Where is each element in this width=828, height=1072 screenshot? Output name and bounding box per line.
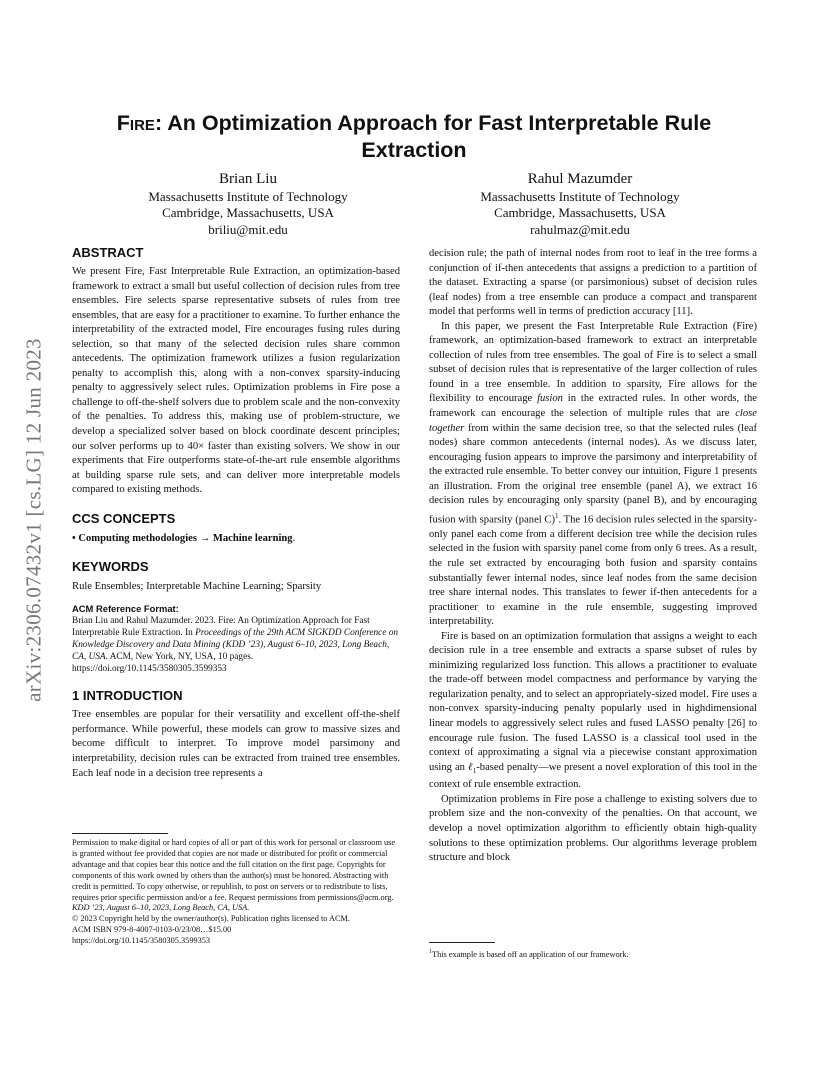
acm-reference-heading: ACM Reference Format: xyxy=(72,602,179,614)
paragraph: Fire is based on an optimization formulation that assigns a weight to each decision rule in a tree ensemble and extracts a sparse subset of rules by minimizing regularized loss function. This allows a practitioner to evaluate the trade-off between model compactness and performance by varying the regularization penalty, and to select an appropriately-sized model. Fire uses a non-convex sparsity-inducing penalty popularly used in highdimensional linear models to aggressively select rules and fused LASSO penalty [26] to encourage rule fusion. The fused LASSO is a classical tool used in the context of approximating a signal via a piecewise constant approximation using an ℓ$_1$-based penalty—we present a novel exploration of this tool in the context of rule ensemble extraction. xyxy=(429,630,757,791)
keywords-text: Rule Ensembles; Interpretable Machine Learning; Sparsity xyxy=(72,581,322,593)
isbn-line: ACM ISBN 979-8-4007-0103-0/23/08…$15.00 xyxy=(72,925,232,935)
author-affiliation: Massachusetts Institute of Technology xyxy=(480,189,680,204)
author-block-2 xyxy=(430,170,730,238)
paragraph: Optimization problems in Fire pose a challenge to existing solvers due to problem size and the non-convexity of the penalties. On that account, we develop a novel optimization algorithm to efficiently obtain high-quality solutions to these optimization problems. Our algorithms leverage problem structure and block xyxy=(429,793,757,864)
copyright-line: © 2023 Copyright held by the owner/author(s). Publication rights licensed to ACM. xyxy=(72,914,350,924)
ccs-heading: CCS CONCEPTS xyxy=(72,510,176,526)
footnote: $^1$This example is based off an application of our framework. xyxy=(429,949,629,959)
author-block-1 xyxy=(98,170,398,238)
ccs-text: • Computing methodologies → Machine learning. xyxy=(72,532,296,544)
doi-line: https://doi.org/10.1145/3580305.3599353 xyxy=(72,936,211,946)
arxiv-identifier: arXiv:2306.07432v1 [cs.LG] 12 Jun 2023 xyxy=(21,338,46,702)
author-email: rahulmaz@mit.edu xyxy=(530,221,630,237)
footnote-divider xyxy=(429,942,495,943)
left-column xyxy=(72,245,400,781)
abstract-heading: ABSTRACT xyxy=(72,245,144,260)
permission-text: Permission to make digital or hard copies of all or part of this work for personal or classroom use is granted without fee provided that copies are not made or distributed for profit or commercial advantage and that copies bear this notice and the full citation on the first page. Copyrights for components of this work owned by others than the author(s) must be honored. Abstracting with credit is permitted. To copy otherwise, or republish, to post on servers or to redistribute to lists, requires prior specific permission and/or a fee. Request permissions from permissions@acm.org. xyxy=(72,838,396,902)
paragraph: decision rule; the path of internal nodes from root to leaf in the tree forms a conjunction of if-then antecedents that assigns a prediction to a partition of the dataset. Extracting a sparse (or parsimonious) subset of decision rules (leaf nodes) from a tree ensemble can produce a compact and transparent model that performs well in terms of prediction accuracy [11]. xyxy=(429,248,757,318)
permission-block xyxy=(72,838,400,947)
author-location: Cambridge, Massachusetts, USA xyxy=(494,205,666,221)
author-name: Brian Liu xyxy=(219,171,277,187)
paper-title: Fire: An Optimization Approach for Fast Interpretable Rule Extraction xyxy=(116,111,712,162)
author-name: Rahul Mazumder xyxy=(527,171,633,187)
author-email: briliu@mit.edu xyxy=(208,221,288,237)
author-affiliation: Massachusetts Institute of Technology xyxy=(148,189,348,204)
abstract-text: We present Fire, Fast Interpretable Rule Extraction, an optimization-based framework to extract a small but useful collection of decision rules from tree ensembles. Fire selects sparse representative subsets of rules from tree ensembles, that are easy for a practitioner to examine. To further enhance the interpretability of the extracted model, Fire encourages fusing rules during selection, so that many of the selected decision rules share common antecedents. The optimization framework utilizes a fusion regularization penalty to accomplish this, along with a non-convex sparsity-inducing penalty to aggressively select rules. Optimization problems in Fire pose a challenge to off-the-shelf solvers due to problem scale and the non-convexity of the penalties. To address this, making use of problem-structure, we develop a specialized solver based on block coordinate descent principles; our solver performs up to 40× faster than existing solvers. We show in our experiments that Fire outperforms state-of-the-art rule ensemble algorithms at building sparse rule sets, and can deliver more interpretable models compared to existing methods. xyxy=(72,266,400,496)
right-column xyxy=(429,247,757,866)
intro-paragraph: Tree ensembles are popular for their versatility and excellent off-the-shelf performance. While powerful, these models can grow to massive sizes and become difficult to interpret. To improve model parsimony and interpretability, decision rules can be extracted from trained tree ensembles. Each leaf node in a decision tree represents a xyxy=(72,709,400,779)
keywords-heading: KEYWORDS xyxy=(72,559,149,575)
footnote-marker: 1 xyxy=(555,511,559,520)
footnote-divider xyxy=(72,833,168,834)
acm-reference-text: Brian Liu and Rahul Mazumder. 2023. Fire: An Optimization Approach for Fast Interpretable Rule Extraction. In Proceedings of the 29th ACM SIGKDD Conference on Knowledge Discovery and Data Mining (KDD ’23), August 6–10, 2023, Long Beach, CA, USA. ACM, New York, NY, USA, 10 pages. https://doi.org/10.1145/3580305.3599353 xyxy=(72,615,399,675)
author-location: Cambridge, Massachusetts, USA xyxy=(162,205,334,221)
introduction-heading: 1 INTRODUCTION xyxy=(72,688,183,704)
paragraph: In this paper, we present the Fast Interpretable Rule Extraction (Fire) framework, an optimization-based framework to extract an interpretable collection of rules from tree ensembles. The goal of Fire is to select a small subset of decision rules that is representative of the larger collection of rules found in a tree ensemble. In addition to sparsity, Fire allows for the flexibility to encourage fusion in the extracted rules. In other words, the framework can encourage the selection of multiple rules that are close together from within the same decision tree, so that the selected rules (leaf nodes) share common antecedents (internal nodes). As we discuss later, encouraging fusion appears to improve the parsimony and interpretability of the extracted rule ensemble. To better convey our intuition, Figure 1 presents an illustration. From the original tree ensemble (panel A), we extract 16 decision rules by encouraging only sparsity (panel B), and by encouraging fusion with sparsity (panel C)$^1$. The 16 decision rules selected in the sparsity-only panel each come from a different decision tree while the decision rules selected in the fusion with sparsity panel come from only 6 trees. As a result, the rule set extracted by encouraging both fusion and sparsity contains substantially fewer internal nodes, since leaf nodes from the same decision tree share internal nodes. This translates to fewer if-then antecedents for a practitioner to examine in the rule ensemble, suggesting improved interpretability. xyxy=(429,320,757,628)
conference-line: KDD ’23, August 6–10, 2023, Long Beach, CA, USA. xyxy=(72,903,250,913)
